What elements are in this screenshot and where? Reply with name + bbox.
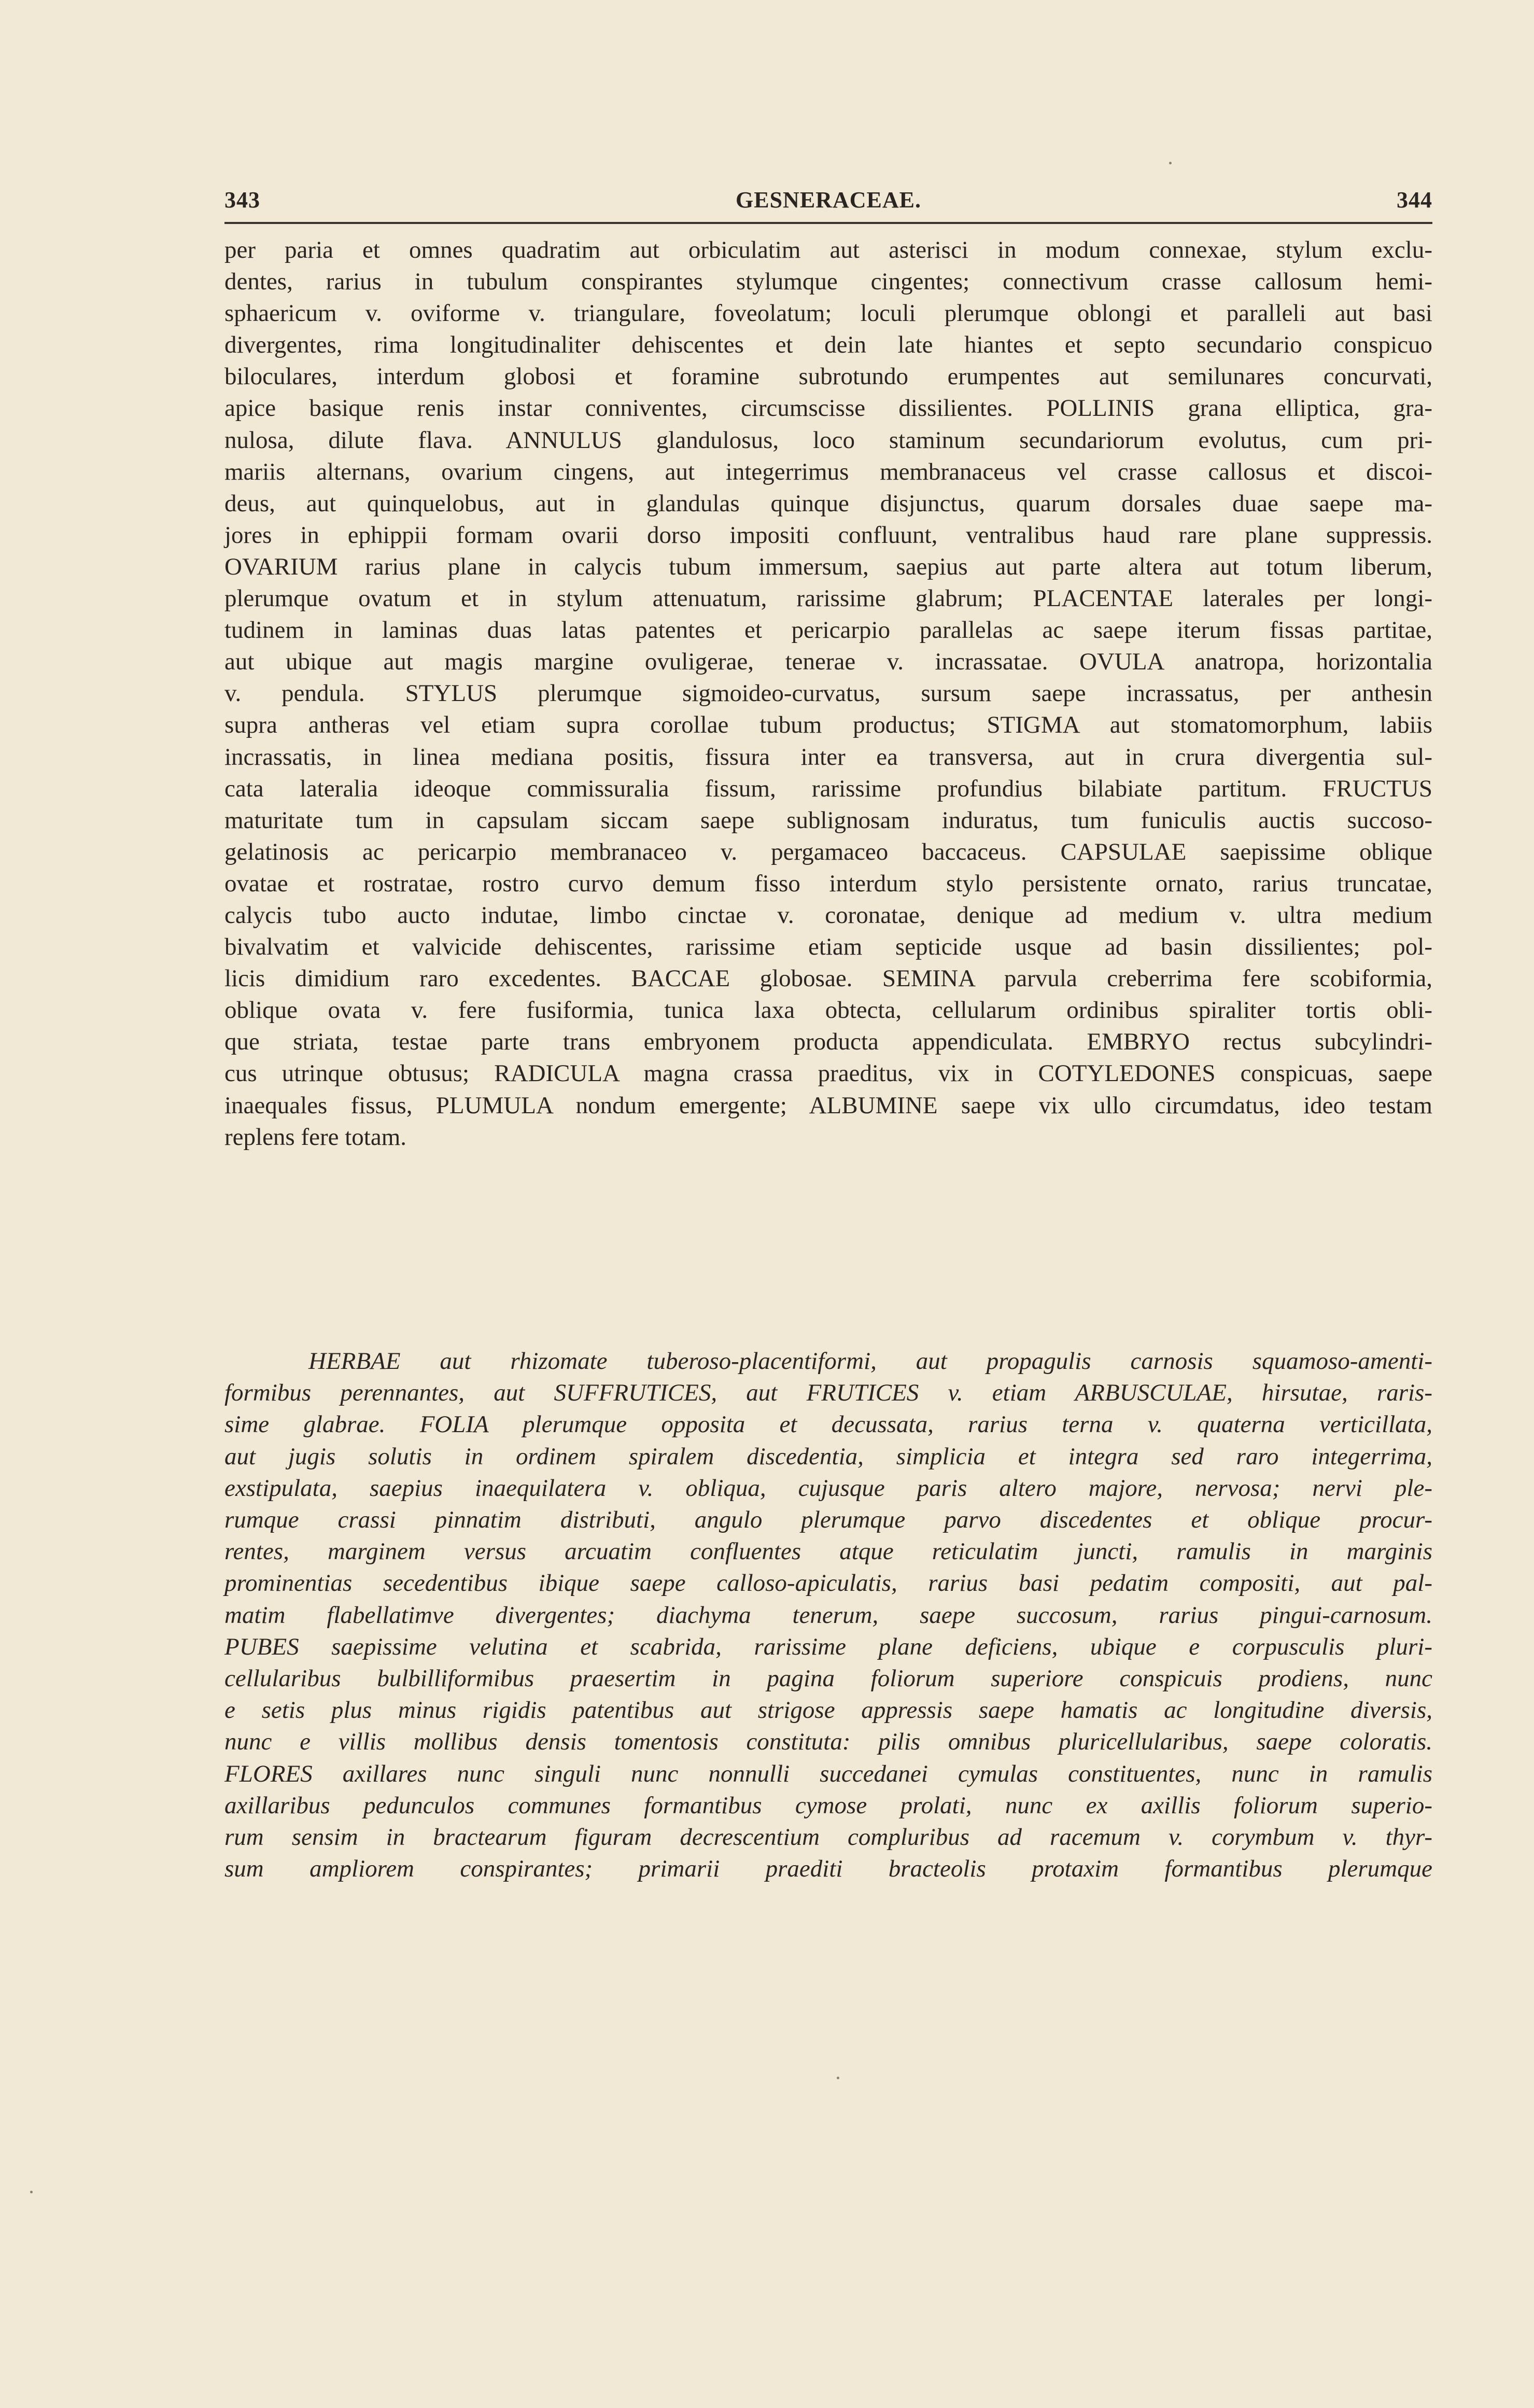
paper-speck [30, 2191, 33, 2193]
text-line: e setis plus minus rigidis patentibus aut strigose appressis saepe hamatis ac longitudine diversis, [224, 1697, 1432, 1724]
header-rule [224, 222, 1432, 224]
text-line: axillaribus pedunculos communes formantibus cymose prolati, nunc ex axillis foliorum superio- [224, 1791, 1432, 1819]
text-line: sime glabrae. FOLIA plerumque opposita et decussata, rarius terna v. quaterna verticillata, [224, 1411, 1432, 1438]
text-line: nulosa, dilute flava. ANNULUS glandulosus, loco staminum secundariorum evolutus, cum pri- [224, 426, 1432, 454]
text-line: replens fere totam. [224, 1123, 407, 1151]
text-line: aut jugis solutis in ordinem spiralem discedentia, simplicia et integra sed raro integerrima, [224, 1443, 1432, 1470]
text-line: sphaericum v. oviforme v. triangulare, foveolatum; loculi plerumque oblongi et paralleli aut basi [224, 300, 1432, 327]
text-line: prominentias secedentibus ibique saepe calloso-apiculatis, rarius basi pedatim compositi, aut pal- [224, 1570, 1432, 1597]
paper-speck [1169, 162, 1172, 164]
text-line: cata lateralia ideoque commissuralia fissum, rarissime profundius bilabiate partitum. FRUCTUS [224, 775, 1432, 802]
text-line: rumque crassi pinnatim distributi, angulo plerumque parvo discedentes et oblique procur- [224, 1506, 1432, 1534]
text-line: rentes, marginem versus arcuatim confluentes atque reticulatim juncti, ramulis in marginis [224, 1538, 1432, 1565]
text-line: v. pendula. STYLUS plerumque sigmoideo-curvatus, sursum saepe incrassatus, per anthesin [224, 680, 1432, 707]
text-line: deus, aut quinquelobus, aut in glandulas quinque disjunctus, quarum dorsales duae saepe ma- [224, 489, 1432, 517]
text-line: HERBAE aut rhizomate tuberoso-placentiformi, aut propagulis carnosis squamoso-amenti- [308, 1348, 1432, 1375]
text-line: aut ubique aut magis margine ovuligerae, tenerae v. incrassatae. OVULA anatropa, horizontalia [224, 648, 1432, 676]
text-line: sum ampliorem conspirantes; primarii praediti bracteolis protaxim formantibus plerumque [224, 1855, 1432, 1883]
text-line: calycis tubo aucto indutae, limbo cinctae v. coronatae, denique ad medium v. ultra medium [224, 901, 1432, 929]
text-line: que striata, testae parte trans embryonem producta appendiculata. EMBRYO rectus subcylindri- [224, 1028, 1432, 1056]
text-line: matim flabellatimve divergentes; diachyma tenerum, saepe succosum, rarius pingui-carnosum. [224, 1601, 1432, 1629]
text-line: tudinem in laminas duas latas patentes et pericarpio parallelas ac saepe iterum fissas partitae, [224, 617, 1432, 644]
text-line: gelatinosis ac pericarpio membranaceo v. pergamaceo baccaceus. CAPSULAE saepissime oblique [224, 838, 1432, 865]
text-line: inaequales fissus, PLUMULA nondum emergente; ALBUMINE saepe vix ullo circumdatus, ideo testam [224, 1091, 1432, 1119]
text-line: OVARIUM rarius plane in calycis tubum immersum, saepius aut parte altera aut totum liberum, [224, 553, 1432, 580]
text-line: cellularibus bulbilliformibus praesertim in pagina foliorum superiore conspicuis prodiens, nunc [224, 1665, 1432, 1692]
text-line: exstipulata, saepius inaequilatera v. obliqua, cujusque paris altero majore, nervosa; nervi ple- [224, 1474, 1432, 1502]
text-line: jores in ephippii formam ovarii dorso impositi confluunt, ventralibus haud rare plane suppressis. [224, 521, 1432, 549]
description-paragraph [224, 234, 1432, 1153]
text-line: mariis alternans, ovarium cingens, aut integerrimus membranaceus vel crasse callosus et discoi- [224, 458, 1432, 485]
text-line: supra antheras vel etiam supra corollae tubum productus; STIGMA aut stomatomorphum, labiis [224, 711, 1432, 739]
running-head [224, 187, 1432, 223]
text-line: per paria et omnes quadratim aut orbiculatim aut asterisci in modum connexae, stylum exclu- [224, 236, 1432, 263]
text-line: nunc e villis mollibus densis tomentosis constituta: pilis omnibus pluricellularibus, saepe coloratis. [224, 1728, 1432, 1756]
text-line: divergentes, rima longitudinaliter dehiscentes et dein late hiantes et septo secundario conspicuo [224, 331, 1432, 359]
text-line: PUBES saepissime velutina et scabrida, rarissime plane deficiens, ubique e corpusculis pluri- [224, 1633, 1432, 1660]
text-line: oblique ovata v. fere fusiformia, tunica laxa obtecta, cellularum ordinibus spiraliter tortis obli- [224, 997, 1432, 1024]
text-line: ovatae et rostratae, rostro curvo demum fisso interdum stylo persistente ornato, rarius truncatae, [224, 870, 1432, 897]
text-line: maturitate tum in capsulam siccam saepe sublignosam induratus, tum funiculis auctis succoso- [224, 806, 1432, 834]
text-line: licis dimidium raro excedentes. BACCAE globosae. SEMINA parvula creberrima fere scobiformia, [224, 965, 1432, 992]
text-line: plerumque ovatum et in stylum attenuatum, rarissime glabrum; PLACENTAE laterales per longi- [224, 585, 1432, 612]
text-line: formibus perennantes, aut SUFFRUTICES, aut FRUTICES v. etiam ARBUSCULAE, hirsutae, raris- [224, 1379, 1432, 1407]
text-line: FLORES axillares nunc singuli nunc nonnulli succedanei cymulas constituentes, nunc in ramulis [224, 1760, 1432, 1787]
page-number-right: 344 [1397, 187, 1432, 213]
page-title: GESNERACEAE. [736, 187, 921, 213]
text-line: dentes, rarius in tubulum conspirantes stylumque cingentes; connectivum crasse callosum hemi- [224, 268, 1432, 296]
text-line: bivalvatim et valvicide dehiscentes, rarissime etiam septicide usque ad basin dissilientes; pol- [224, 933, 1432, 961]
text-line: incrassatis, in linea mediana positis, fissura inter ea transversa, aut in crura divergentia sul- [224, 743, 1432, 771]
text-line: cus utrinque obtusus; RADICULA magna crassa praeditus, vix in COTYLEDONES conspicuas, saepe [224, 1060, 1432, 1087]
text-line: biloculares, interdum globosi et foramine subrotundo erumpentes aut semilunares concurvati, [224, 363, 1432, 390]
habit-paragraph [224, 1346, 1432, 1885]
paper-speck [837, 2077, 839, 2079]
text-line: rum sensim in bractearum figuram decrescentium compluribus ad racemum v. corymbum v. thyr- [224, 1824, 1432, 1851]
page-number-left: 343 [224, 187, 260, 213]
text-line: apice basique renis instar conniventes, circumscisse dissilientes. POLLINIS grana elliptica, gra- [224, 395, 1432, 422]
